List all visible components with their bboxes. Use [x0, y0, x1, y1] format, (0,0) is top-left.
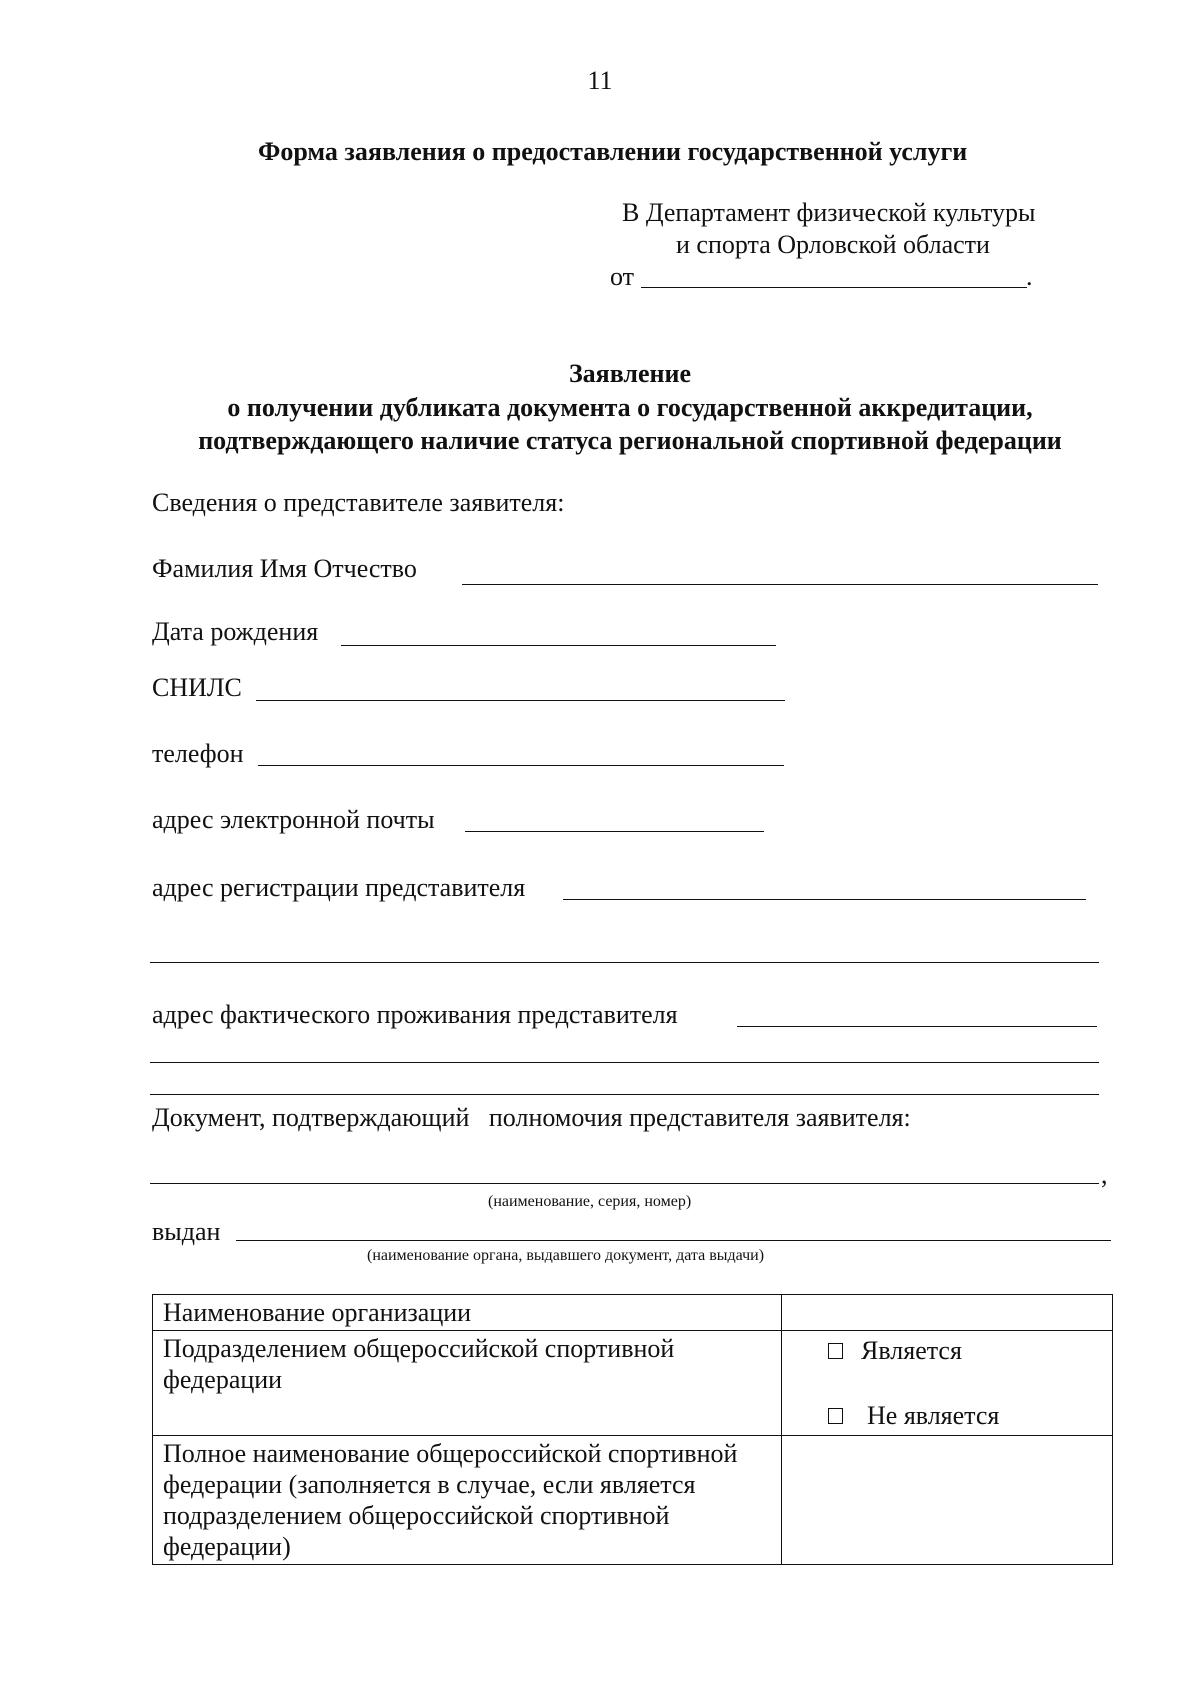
- option-is-not-label: Не является: [867, 1401, 1000, 1430]
- statement-subtitle-1: о получении дубликата документа о государственной аккредитации,: [227, 393, 1033, 422]
- authority-document-label: Документ, подтверждающий полномочия представителя заявителя:: [152, 1103, 911, 1132]
- registration-address-input-line[interactable]: [563, 899, 1086, 900]
- issued-hint: (наименование органа, выдавшего документ, дата выдачи): [367, 1247, 765, 1264]
- from-label: от: [610, 262, 635, 291]
- option-is[interactable]: [828, 1335, 1102, 1366]
- email-label: адрес электронной почты: [152, 805, 435, 834]
- recipient-line-1: В Департамент физической культуры: [622, 198, 1036, 227]
- phone-input-line[interactable]: [258, 765, 784, 766]
- email-input-line[interactable]: [465, 831, 764, 832]
- phone-label: телефон: [152, 739, 244, 768]
- table-row: [153, 1331, 1113, 1436]
- checkbox-is-not[interactable]: [828, 1408, 843, 1424]
- authority-document-input-line[interactable]: [150, 1183, 1099, 1184]
- checkbox-is[interactable]: [828, 1343, 843, 1359]
- option-is-not[interactable]: [828, 1400, 1102, 1431]
- table-row: [153, 1295, 1113, 1331]
- fio-label: Фамилия Имя Отчество: [152, 554, 417, 583]
- subdivision-options: [782, 1331, 1113, 1436]
- federation-full-name-label: Полное наименование общероссийской спортивной федерации (заполняется в случае, если является подразделением общероссийской спортивной федерации): [153, 1436, 782, 1565]
- statement-subtitle-2: подтверждающего наличие статуса региональной спортивной федерации: [198, 426, 1062, 455]
- snils-label: СНИЛС: [152, 673, 242, 702]
- from-trailing-dot: .: [1026, 262, 1033, 291]
- issued-label: выдан: [152, 1217, 221, 1246]
- actual-address-label: адрес фактического проживания представителя: [152, 1000, 678, 1029]
- from-input-line[interactable]: [641, 287, 1027, 288]
- option-is-label: Является: [861, 1336, 962, 1365]
- birth-date-input-line[interactable]: [341, 645, 776, 646]
- snils-input-line[interactable]: [256, 700, 785, 701]
- table-row: [153, 1436, 1113, 1565]
- actual-address-input-line-3[interactable]: [150, 1094, 1099, 1095]
- actual-address-input-line-2[interactable]: [150, 1062, 1099, 1063]
- actual-address-input-line[interactable]: [737, 1026, 1097, 1027]
- page-number: 11: [587, 66, 613, 95]
- organization-table: [152, 1294, 1113, 1565]
- birth-date-label: Дата рождения: [152, 617, 319, 646]
- recipient-line-2: и спорта Орловской области: [676, 230, 990, 259]
- statement-title: Заявление: [568, 359, 692, 388]
- authority-document-hint: (наименование, серия, номер): [488, 1193, 692, 1210]
- form-title: Форма заявления о предоставлении государственной услуги: [258, 137, 968, 166]
- registration-address-label: адрес регистрации представителя: [152, 873, 526, 902]
- subdivision-label: Подразделением общероссийской спортивной федерации: [153, 1331, 782, 1436]
- organization-name-label: Наименование организации: [153, 1295, 782, 1331]
- issued-input-line[interactable]: [236, 1240, 1111, 1241]
- organization-name-value[interactable]: [782, 1295, 1113, 1331]
- registration-address-input-line-2[interactable]: [150, 962, 1099, 963]
- representative-section-label: Сведения о представителе заявителя:: [152, 488, 565, 517]
- authority-document-comma: ,: [1101, 1160, 1108, 1189]
- fio-input-line[interactable]: [462, 584, 1098, 585]
- federation-full-name-value[interactable]: [782, 1436, 1113, 1565]
